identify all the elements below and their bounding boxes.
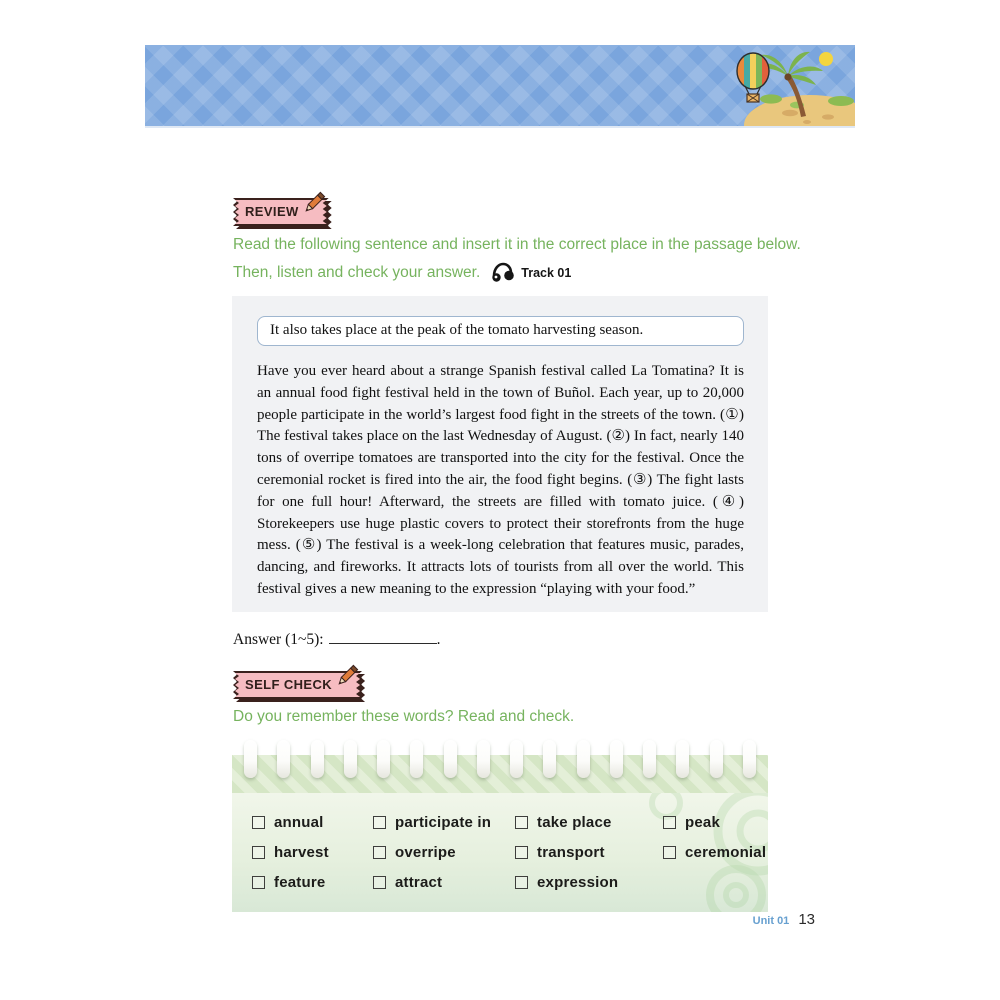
review-instruction-row2 bbox=[233, 262, 571, 284]
binder-ring bbox=[277, 740, 290, 778]
island-scene-illustration bbox=[585, 45, 855, 128]
word-label: peak bbox=[685, 813, 720, 831]
review-instruction-line2: Then, listen and check your answer. bbox=[233, 264, 481, 281]
word-label: expression bbox=[537, 873, 619, 891]
answer-suffix: . bbox=[436, 631, 441, 648]
binder-ring bbox=[410, 740, 423, 778]
binder-ring bbox=[344, 740, 357, 778]
sun-icon bbox=[819, 52, 833, 66]
binder-ring bbox=[477, 740, 490, 778]
word-label: attract bbox=[395, 873, 443, 891]
binder-ring bbox=[510, 740, 523, 778]
binder-ring bbox=[377, 740, 390, 778]
checkbox-ceremonial[interactable] bbox=[663, 846, 676, 859]
notebook-binder-rings bbox=[244, 740, 756, 778]
word-label: overripe bbox=[395, 843, 456, 861]
word-label: feature bbox=[274, 873, 326, 891]
self-check-instruction: Do you remember these words? Read and check. bbox=[233, 708, 575, 725]
binder-ring bbox=[244, 740, 257, 778]
pencil-icon bbox=[301, 190, 327, 216]
word-item bbox=[515, 874, 663, 891]
word-label: harvest bbox=[274, 843, 329, 861]
word-label: transport bbox=[537, 843, 605, 861]
checkbox-peak[interactable] bbox=[663, 816, 676, 829]
word-label: take place bbox=[537, 813, 612, 831]
checkbox-harvest[interactable] bbox=[252, 846, 265, 859]
answer-line bbox=[233, 629, 440, 649]
checkbox-take-place[interactable] bbox=[515, 816, 528, 829]
binder-ring bbox=[610, 740, 623, 778]
answer-label: Answer (1~5): bbox=[233, 631, 324, 648]
binder-ring bbox=[676, 740, 689, 778]
footer-unit-label: Unit 01 bbox=[752, 915, 790, 927]
self-check-badge-label: SELF CHECK bbox=[245, 677, 333, 692]
checkbox-feature[interactable] bbox=[252, 876, 265, 889]
page-footer bbox=[753, 911, 815, 928]
word-item bbox=[373, 874, 515, 891]
checkbox-participate-in[interactable] bbox=[373, 816, 386, 829]
header-banner bbox=[145, 45, 855, 128]
word-item bbox=[663, 814, 768, 831]
word-item bbox=[252, 874, 373, 891]
binder-ring bbox=[710, 740, 723, 778]
passage-container bbox=[232, 296, 768, 612]
binder-ring bbox=[543, 740, 556, 778]
word-list-notebook bbox=[232, 740, 768, 912]
binder-ring bbox=[743, 740, 756, 778]
word-checklist-area bbox=[232, 793, 768, 912]
checkbox-attract[interactable] bbox=[373, 876, 386, 889]
insert-sentence-box: It also takes place at the peak of the tomato harvesting season. bbox=[257, 316, 744, 346]
checkbox-expression[interactable] bbox=[515, 876, 528, 889]
word-item bbox=[515, 844, 663, 861]
review-badge-label: REVIEW bbox=[245, 204, 299, 219]
self-check-badge bbox=[233, 671, 362, 699]
checkbox-transport[interactable] bbox=[515, 846, 528, 859]
binder-ring bbox=[643, 740, 656, 778]
word-item bbox=[252, 814, 373, 831]
word-item bbox=[373, 844, 515, 861]
word-label: annual bbox=[274, 813, 324, 831]
binder-ring bbox=[577, 740, 590, 778]
track-label: Track 01 bbox=[521, 266, 572, 280]
answer-blank-field[interactable] bbox=[329, 629, 437, 644]
word-item bbox=[252, 844, 373, 861]
hot-air-balloon-icon bbox=[737, 53, 770, 102]
word-label: ceremonial bbox=[685, 843, 767, 861]
word-label: participate in bbox=[395, 813, 492, 831]
word-item bbox=[373, 814, 515, 831]
binder-ring bbox=[311, 740, 324, 778]
review-instruction-line1: Read the following sentence and insert it in the correct place in the passage below. bbox=[233, 236, 801, 253]
word-item bbox=[663, 844, 768, 861]
passage-text: Have you ever heard about a strange Spanish festival called La Tomatina? It is an annual food fight festival held in the town of Buñol. Each year, up to 20,000 people participate in the world’s largest food fight in the streets of the town. (①) The festival takes place on the last Wednesday of August. (②) In fact, nearly 140 tons of overripe tomatoes are transported into the city for the festival. Once the ceremonial rocket is fired into the air, the food fight begins. (③) The fight lasts for one full hour! Afterward, the streets are filled with tomato juice. (④) Storekeepers use huge plastic covers to protect their storefronts from the huge mess. (⑤) The festival is a week-long celebration that features music, parades, dancing, and fireworks. It attracts lots of tourists from all over the world. This festival gives a new meaning to the expression “playing with your food.” bbox=[257, 363, 744, 597]
footer-page-number: 13 bbox=[798, 911, 815, 928]
headphones-icon bbox=[490, 262, 514, 284]
pencil-icon bbox=[334, 663, 360, 689]
word-item bbox=[515, 814, 663, 831]
word-grid bbox=[232, 793, 768, 897]
binder-ring bbox=[444, 740, 457, 778]
checkbox-overripe[interactable] bbox=[373, 846, 386, 859]
checkbox-annual[interactable] bbox=[252, 816, 265, 829]
review-badge bbox=[233, 198, 329, 226]
